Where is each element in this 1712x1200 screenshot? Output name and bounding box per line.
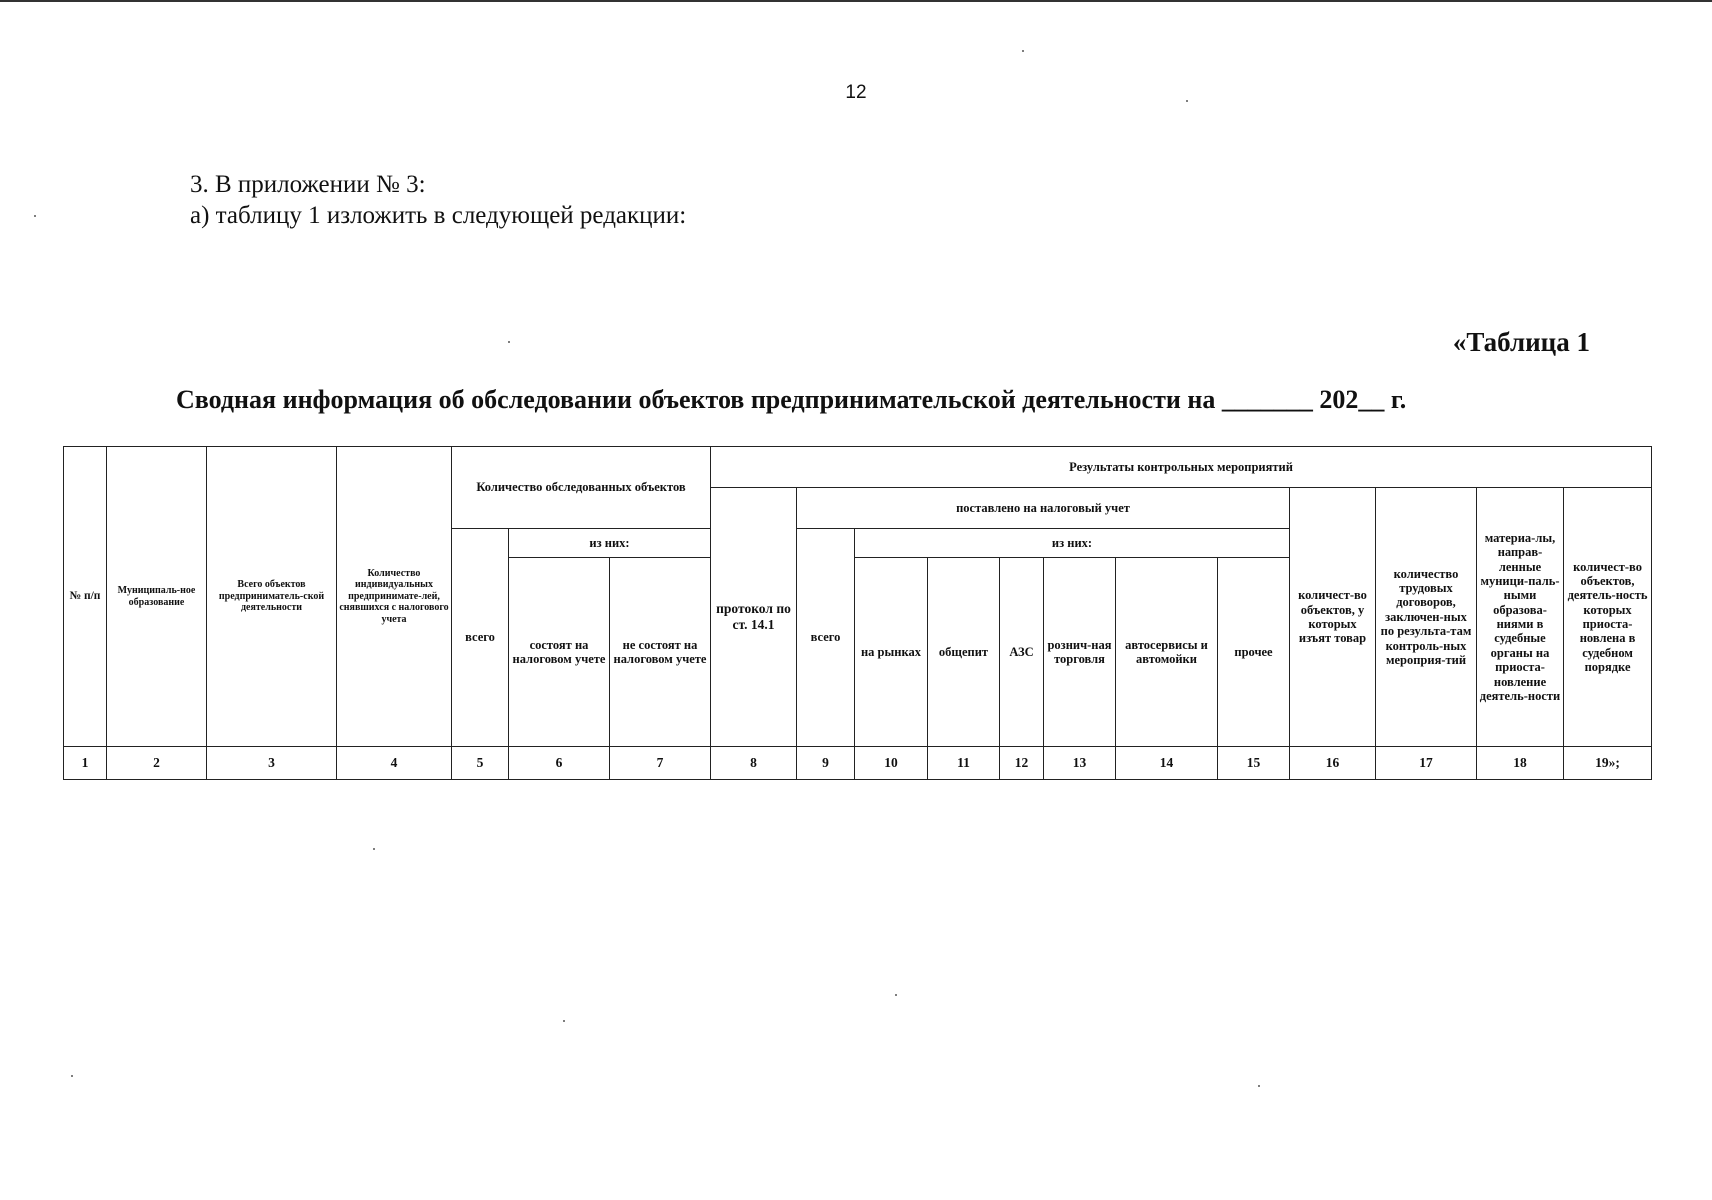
column-number: 11 — [928, 747, 1000, 780]
table-title: Сводная информация об обследовании объектов предпринимательской деятельности на _______ 202__ г. — [176, 385, 1407, 414]
column-number: 6 — [509, 747, 610, 780]
header-tax-of-them: из них: — [855, 529, 1290, 558]
scan-speck — [34, 215, 36, 217]
page-top-border — [0, 0, 1712, 2]
column-number: 7 — [610, 747, 711, 780]
header-municipality: Муниципаль-ное образование — [107, 447, 207, 747]
scan-speck — [1258, 1085, 1260, 1087]
header-catering: общепит — [928, 558, 1000, 747]
column-number: 15 — [1218, 747, 1290, 780]
column-number: 13 — [1044, 747, 1116, 780]
column-number: 18 — [1477, 747, 1564, 780]
header-protocol: протокол по ст. 14.1 — [711, 488, 797, 747]
column-number: 12 — [1000, 747, 1044, 780]
column-number: 10 — [855, 747, 928, 780]
header-not-registered: не состоят на налоговом учете — [610, 558, 711, 747]
scan-speck — [71, 1075, 73, 1077]
scan-speck — [508, 341, 510, 343]
header-other: прочее — [1218, 558, 1290, 747]
column-number: 1 — [64, 747, 107, 780]
header-gas-stations: АЗС — [1000, 558, 1044, 747]
header-tax-total: всего — [797, 529, 855, 747]
column-number: 19»; — [1564, 747, 1652, 780]
header-deregistered-ip: Количество индивидуальных предпринимате-лей, снявшихся с налогового учета — [337, 447, 452, 747]
scan-speck — [373, 848, 375, 850]
header-total-objects: Всего объектов предприниматель-ской деятельности — [207, 447, 337, 747]
header-registered: состоят на налоговом учете — [509, 558, 610, 747]
item-line: 3. В приложении № 3: — [190, 171, 426, 198]
scan-speck — [563, 1020, 565, 1022]
header-num: № п/п — [64, 447, 107, 747]
column-number: 3 — [207, 747, 337, 780]
column-number: 14 — [1116, 747, 1218, 780]
column-number: 16 — [1290, 747, 1376, 780]
page-number: 12 — [845, 82, 867, 103]
header-retail: рознич-ная торговля — [1044, 558, 1116, 747]
column-number: 2 — [107, 747, 207, 780]
header-markets: на рынках — [855, 558, 928, 747]
header-tax-group: поставлено на налоговый учет — [797, 488, 1290, 529]
header-surveyed-group: Количество обследованных объектов — [452, 447, 711, 529]
summary-table — [63, 446, 1652, 780]
scan-speck — [1186, 100, 1188, 102]
header-court-materials: материа-лы, направ-ленные муници-паль-ными образова-ниями в судебные органы на приоста-новление деятель-ности — [1477, 488, 1564, 747]
header-suspended: количест-во объектов, деятель-ность которых приоста-новлена в судебном порядке — [1564, 488, 1652, 747]
header-contracts: количество трудовых договоров, заключен-ных по результа-там контроль-ных мероприя-тий — [1376, 488, 1477, 747]
header-results-group: Результаты контрольных мероприятий — [711, 447, 1652, 488]
header-surveyed-total: всего — [452, 529, 509, 747]
column-number: 8 — [711, 747, 797, 780]
column-number: 4 — [337, 747, 452, 780]
header-autoservice: автосервисы и автомойки — [1116, 558, 1218, 747]
column-number: 17 — [1376, 747, 1477, 780]
header-surveyed-of-them: из них: — [509, 529, 711, 558]
header-seized: количест-во объектов, у которых изъят товар — [1290, 488, 1376, 747]
table-label: «Таблица 1 — [1452, 327, 1590, 357]
scan-speck — [1022, 50, 1024, 52]
column-number: 5 — [452, 747, 509, 780]
column-number: 9 — [797, 747, 855, 780]
scan-speck — [895, 994, 897, 996]
subitem-line: а) таблицу 1 изложить в следующей редакции: — [190, 202, 687, 229]
